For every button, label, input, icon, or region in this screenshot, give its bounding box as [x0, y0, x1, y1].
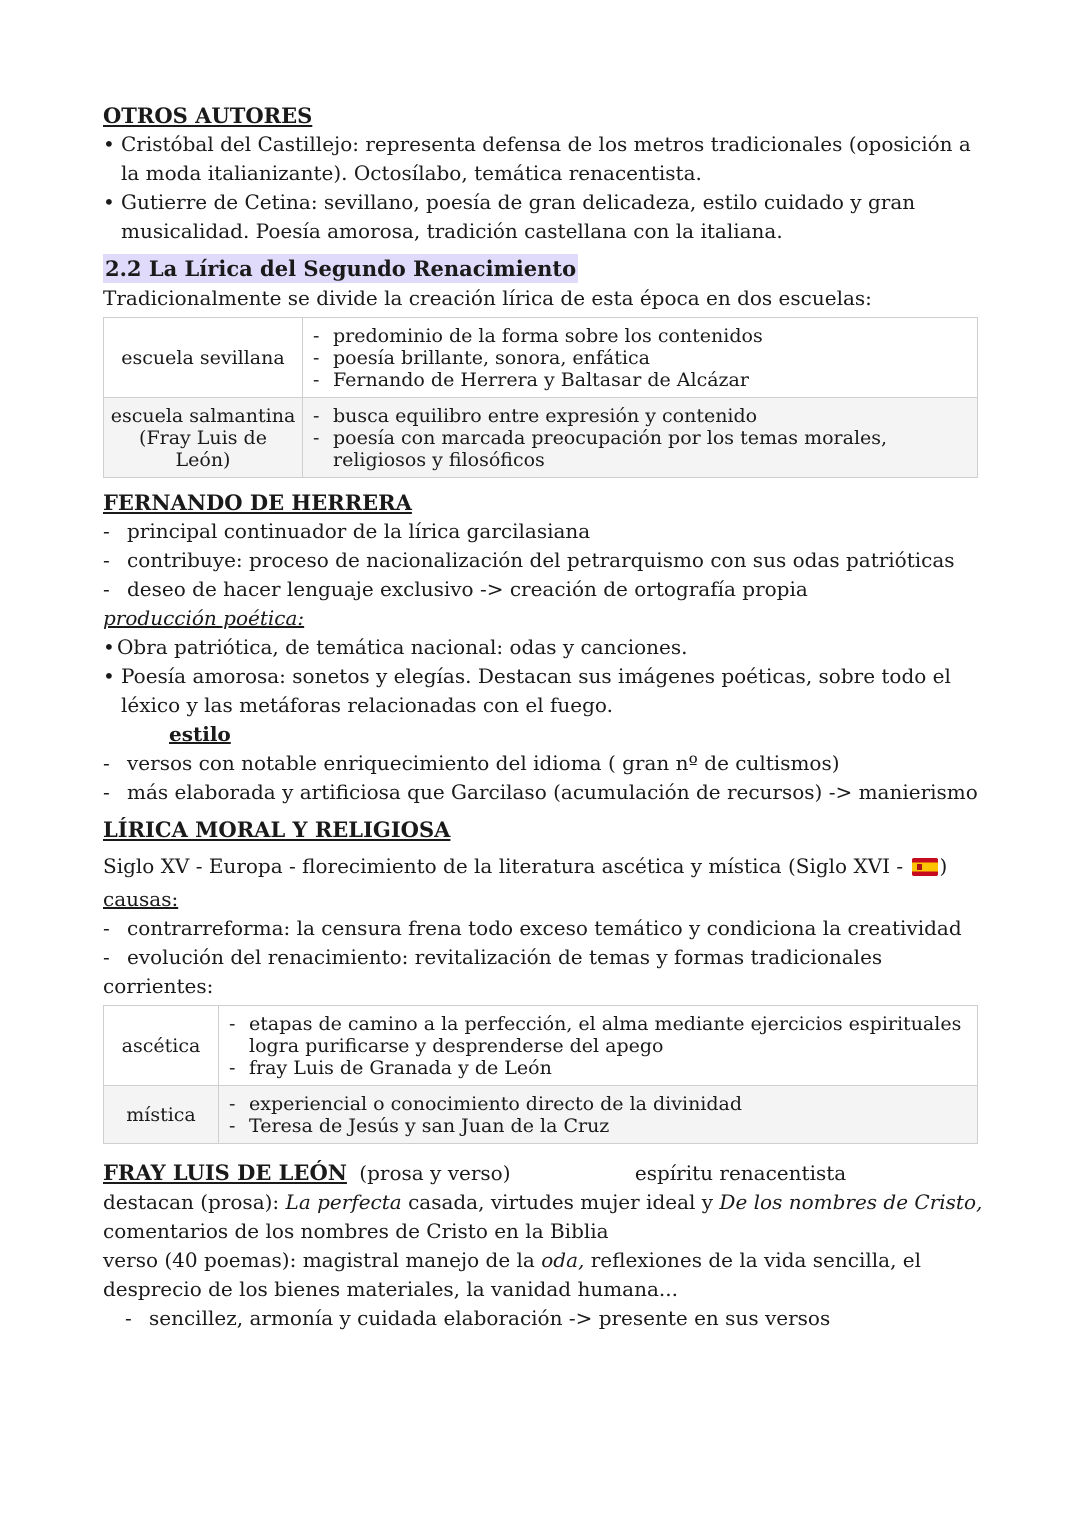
- produccion-item: • Obra patriótica, de temática nacional: odas y canciones.: [103, 633, 983, 662]
- verso-text: reflexiones de la vida sencilla, el desprecio de los bienes materiales, la vanidad humana...: [103, 1248, 922, 1301]
- table-row: [104, 1006, 978, 1086]
- prosa-title-1: La perfecta: [285, 1190, 402, 1214]
- escuela-line: - poesía con marcada preocupación por los temas morales, religiosos y filosóficos: [311, 427, 969, 471]
- table-row: [104, 318, 978, 398]
- fray-luis-prosa: [103, 1188, 983, 1246]
- otros-item: • Gutierre de Cetina: sevillano, poesía de gran delicadeza, estilo cuidado y gran musicalidad. Poesía amorosa, tradición castellana con la italiana.: [103, 188, 983, 246]
- corriente-desc: [219, 1086, 978, 1144]
- verso-oda: oda,: [541, 1248, 585, 1272]
- otros-item: • Cristóbal del Castillejo: representa defensa de los metros tradicionales (oposición a la moda italianizante). Octosílabo, temática renacentista.: [103, 130, 983, 188]
- herrera-point: - principal continuador de la lírica garcilasiana: [103, 517, 983, 546]
- moral-heading: LÍRICA MORAL Y RELIGIOSA: [103, 817, 451, 842]
- escuela-line: - poesía brillante, sonora, enfática: [311, 347, 969, 369]
- segundo-intro: Tradicionalmente se divide la creación lírica de esta época en dos escuelas:: [103, 286, 872, 310]
- causa-point: - evolución del renacimiento: revitalización de temas y formas tradicionales: [103, 943, 983, 972]
- escuela-name: escuela sevillana: [104, 318, 303, 398]
- corriente-line: - etapas de camino a la perfección, el alma mediante ejercicios espirituales logra purificarse y desprenderse del apego: [227, 1013, 969, 1057]
- produccion-label: producción poética:: [103, 606, 305, 630]
- escuela-line: - Fernando de Herrera y Baltasar de Alcázar: [311, 369, 969, 391]
- corriente-line: - Teresa de Jesús y san Juan de la Cruz: [227, 1115, 969, 1137]
- fray-luis-heading-line: [103, 1158, 983, 1188]
- segundo-renacimiento-heading: 2.2 La Lírica del Segundo Renacimiento: [105, 256, 577, 281]
- escuela-line: - busca equilibro entre expresión y contenido: [311, 405, 969, 427]
- spain-flag-icon: [912, 858, 938, 876]
- fray-luis-espiritu: espíritu renacentista: [634, 1161, 847, 1185]
- estilo-point: - más elaborada y artificiosa que Garcilaso (acumulación de recursos) -> manierismo: [103, 778, 983, 807]
- escuela-desc: [303, 318, 978, 398]
- estilo-point: - versos con notable enriquecimiento del idioma ( gran nº de cultismos): [103, 749, 983, 778]
- fray-luis-point: - sencillez, armonía y cuidada elaboración -> presente en sus versos: [125, 1304, 983, 1333]
- table-row: [104, 1086, 978, 1144]
- moral-line-text: Siglo XV - Europa - florecimiento de la literatura ascética y mística (Siglo XVI -: [103, 854, 904, 878]
- causa-point: - contrarreforma: la censura frena todo exceso temático y condiciona la creatividad: [103, 914, 983, 943]
- corriente-line: - fray Luis de Granada y de León: [227, 1057, 969, 1079]
- prosa-text: destacan (prosa):: [103, 1190, 280, 1214]
- herrera-point: - deseo de hacer lenguaje exclusivo -> creación de ortografía propia: [103, 575, 983, 604]
- escuelas-table: [103, 317, 978, 478]
- document-page: [103, 101, 983, 1333]
- verso-text: verso (40 poemas): magistral manejo de la: [103, 1248, 535, 1272]
- prosa-title-2: De los nombres de Cristo,: [719, 1190, 983, 1214]
- escuela-line: - predominio de la forma sobre los contenidos: [311, 325, 969, 347]
- corrientes-label: corrientes:: [103, 974, 214, 998]
- estilo-label: estilo: [169, 722, 231, 746]
- produccion-item: • Poesía amorosa: sonetos y elegías. Destacan sus imágenes poéticas, sobre todo el léxico y las metáforas relacionadas con el fuego.: [103, 662, 983, 720]
- fray-luis-subtitle: (prosa y verso): [359, 1161, 511, 1185]
- fray-luis-verso: [103, 1246, 983, 1304]
- corriente-name: mística: [104, 1086, 219, 1144]
- corriente-name: ascética: [104, 1006, 219, 1086]
- fray-luis-heading: FRAY LUIS DE LEÓN: [103, 1160, 347, 1185]
- moral-line: [103, 852, 983, 881]
- herrera-heading: FERNANDO DE HERRERA: [103, 490, 412, 515]
- otros-autores-heading: OTROS AUTORES: [103, 103, 313, 128]
- escuela-name: escuela salmantina (Fray Luis de León): [104, 398, 303, 478]
- corrientes-table: [103, 1005, 978, 1144]
- corriente-line: - experiencial o conocimiento directo de la divinidad: [227, 1093, 969, 1115]
- causas-label: causas:: [103, 887, 179, 911]
- escuela-desc: [303, 398, 978, 478]
- prosa-text: comentarios de los nombres de Cristo en la Biblia: [103, 1219, 609, 1243]
- herrera-point: - contribuye: proceso de nacionalización del petrarquismo con sus odas patrióticas: [103, 546, 983, 575]
- corriente-desc: [219, 1006, 978, 1086]
- table-row: [104, 398, 978, 478]
- moral-line-close: ): [939, 854, 948, 878]
- prosa-text: casada, virtudes mujer ideal y: [408, 1190, 714, 1214]
